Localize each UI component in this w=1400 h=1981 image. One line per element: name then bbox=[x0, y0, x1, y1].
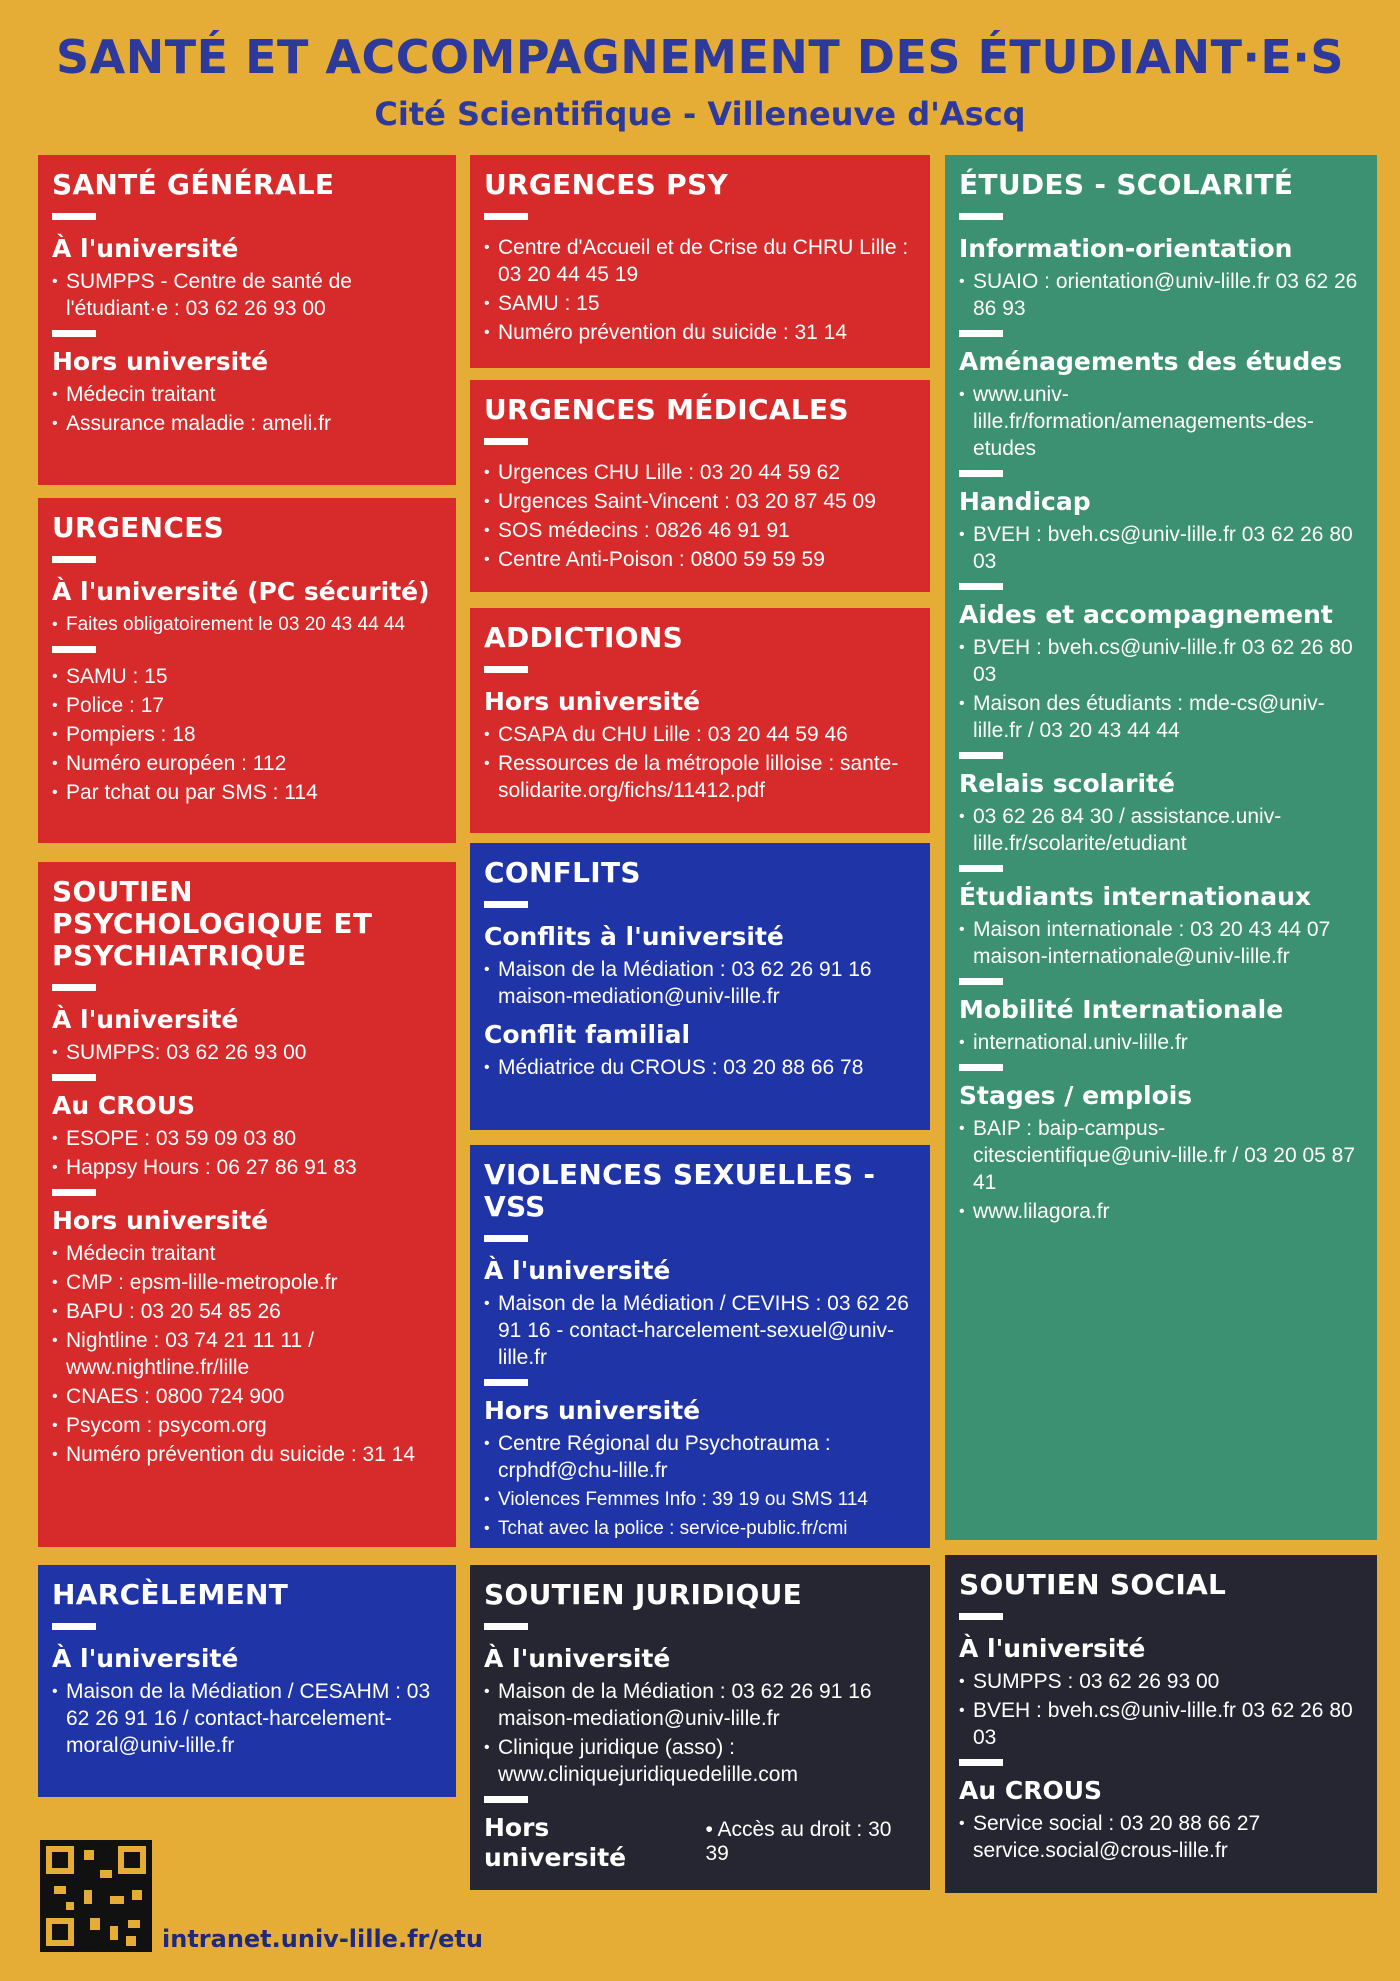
list-item: • SAMU : 15 bbox=[484, 290, 916, 317]
card-title: URGENCES PSY bbox=[484, 168, 728, 201]
card-title: URGENCES bbox=[52, 511, 225, 544]
card-title: SOUTIEN SOCIAL bbox=[959, 1568, 1227, 1601]
list-item: • Centre Anti-Poison : 0800 59 59 59 bbox=[484, 546, 916, 573]
divider bbox=[959, 1064, 1003, 1071]
list-item: • Urgences CHU Lille : 03 20 44 59 62 bbox=[484, 459, 916, 486]
list-item: • Maison des étudiants : mde-cs@univ-lille.fr / 03 20 43 44 44 bbox=[959, 690, 1363, 744]
divider bbox=[52, 646, 96, 653]
list-item: • Par tchat ou par SMS : 114 bbox=[52, 779, 442, 806]
list-item: • 03 62 26 84 30 / assistance.univ-lille.fr/scolarite/etudiant bbox=[959, 803, 1363, 857]
divider bbox=[484, 666, 528, 673]
list bbox=[52, 268, 442, 322]
list bbox=[484, 1290, 916, 1371]
divider bbox=[52, 556, 96, 563]
list-item: • SUAIO : orientation@univ-lille.fr 03 62 26 86 93 bbox=[959, 268, 1363, 322]
list-item: • Maison de la Médiation : 03 62 26 91 16 maison-mediation@univ-lille.fr bbox=[484, 956, 916, 1010]
card-addictions bbox=[470, 608, 930, 833]
list-item: • Clinique juridique (asso) : www.cliniquejuridiquedelille.com bbox=[484, 1734, 916, 1788]
list-item: • BAPU : 03 20 54 85 26 bbox=[52, 1298, 442, 1325]
list bbox=[484, 721, 916, 804]
card-etudes-scolarite bbox=[945, 155, 1377, 1540]
section-heading: À l'université bbox=[52, 1005, 239, 1034]
list-item: • Pompiers : 18 bbox=[52, 721, 442, 748]
section-heading: À l'université (PC sécurité) bbox=[52, 577, 430, 606]
list-item: • SUMPPS - Centre de santé de l'étudiant·e : 03 62 26 93 00 bbox=[52, 268, 442, 322]
divider bbox=[484, 1623, 528, 1630]
list bbox=[959, 634, 1363, 744]
section-heading: Hors université bbox=[52, 1206, 269, 1235]
list bbox=[484, 956, 916, 1010]
list bbox=[484, 1430, 916, 1542]
section-heading: À l'université bbox=[484, 1644, 671, 1673]
divider bbox=[959, 470, 1003, 477]
divider bbox=[484, 1379, 528, 1386]
list bbox=[52, 1240, 442, 1468]
list-item: • www.lilagora.fr bbox=[959, 1198, 1363, 1225]
card-title: SANTÉ GÉNÉRALE bbox=[52, 168, 335, 201]
card-harcelement bbox=[38, 1565, 456, 1797]
card-soutien-juridique bbox=[470, 1565, 930, 1890]
list-item: • Maison de la Médiation : 03 62 26 91 16 maison-mediation@univ-lille.fr bbox=[484, 1678, 916, 1732]
list bbox=[484, 234, 916, 346]
divider bbox=[52, 330, 96, 337]
list bbox=[959, 803, 1363, 857]
card-title: VIOLENCES SEXUELLES - VSS bbox=[484, 1158, 876, 1223]
divider bbox=[959, 865, 1003, 872]
section-heading: Hors université bbox=[484, 1813, 627, 1872]
list-item: • ESOPE : 03 59 09 03 80 bbox=[52, 1125, 442, 1152]
divider bbox=[959, 978, 1003, 985]
list bbox=[959, 268, 1363, 322]
list bbox=[52, 611, 442, 638]
list bbox=[959, 381, 1363, 462]
divider bbox=[52, 1623, 96, 1630]
list-item: • BVEH : bveh.cs@univ-lille.fr 03 62 26 80 03 bbox=[959, 521, 1363, 575]
divider bbox=[52, 984, 96, 991]
list-item: • Centre Régional du Psychotrauma : crphdf@chu-lille.fr bbox=[484, 1430, 916, 1484]
list-item: • Nightline : 03 74 21 11 11 / www.nightline.fr/lille bbox=[52, 1327, 442, 1381]
list-item: • Happsy Hours : 06 27 86 91 83 bbox=[52, 1154, 442, 1181]
card-soutien-psychologique bbox=[38, 862, 456, 1547]
section-heading: Au CROUS bbox=[959, 1776, 1103, 1805]
list bbox=[484, 459, 916, 573]
list-item: • www.univ-lille.fr/formation/amenagements-des-etudes bbox=[959, 381, 1363, 462]
list-item: • Ressources de la métropole lilloise : sante-solidarite.org/fichs/11412.pdf bbox=[484, 750, 916, 804]
card-title: URGENCES MÉDICALES bbox=[484, 393, 849, 426]
section-text: • Accès au droit : 30 39 bbox=[705, 1818, 892, 1865]
list bbox=[52, 1125, 442, 1181]
section-heading: Étudiants internationaux bbox=[959, 882, 1312, 911]
section-heading: Hors université bbox=[484, 1396, 701, 1425]
list-item: • Numéro européen : 112 bbox=[52, 750, 442, 777]
list bbox=[959, 916, 1363, 970]
card-title: ÉTUDES - SCOLARITÉ bbox=[959, 168, 1294, 201]
list-item: • BVEH : bveh.cs@univ-lille.fr 03 62 26 80 03 bbox=[959, 634, 1363, 688]
divider bbox=[959, 1613, 1003, 1620]
list bbox=[52, 1039, 442, 1066]
list bbox=[959, 1115, 1363, 1225]
card-soutien-social bbox=[945, 1555, 1377, 1893]
list-item: • CNAES : 0800 724 900 bbox=[52, 1383, 442, 1410]
list-item: • Maison de la Médiation / CEVIHS : 03 62 26 91 16 - contact-harcelement-sexuel@univ-lille.fr bbox=[484, 1290, 916, 1371]
section-heading: Mobilité Internationale bbox=[959, 995, 1284, 1024]
divider bbox=[484, 1796, 528, 1803]
list-item: • SUMPPS : 03 62 26 93 00 bbox=[959, 1668, 1363, 1695]
list-item: • Médiatrice du CROUS : 03 20 88 66 78 bbox=[484, 1054, 916, 1081]
card-urgences-psy bbox=[470, 155, 930, 368]
list bbox=[959, 521, 1363, 575]
list-item: • Centre d'Accueil et de Crise du CHRU Lille : 03 20 44 45 19 bbox=[484, 234, 916, 288]
list-item: • Maison de la Médiation / CESAHM : 03 62 26 91 16 / contact-harcelement-moral@univ-lille.fr bbox=[52, 1678, 442, 1759]
list bbox=[484, 1678, 916, 1788]
card-title: CONFLITS bbox=[484, 856, 641, 889]
divider bbox=[484, 438, 528, 445]
card-violences-sexuelles bbox=[470, 1145, 930, 1548]
section-heading: Relais scolarité bbox=[959, 769, 1175, 798]
list bbox=[484, 1054, 916, 1081]
card-title: SOUTIEN JURIDIQUE bbox=[484, 1578, 803, 1611]
list-item: • CSAPA du CHU Lille : 03 20 44 59 46 bbox=[484, 721, 916, 748]
list-item: • international.univ-lille.fr bbox=[959, 1029, 1363, 1056]
list-item: • SAMU : 15 bbox=[52, 663, 442, 690]
list-item: • Violences Femmes Info : 39 19 ou SMS 114 bbox=[484, 1486, 916, 1513]
list bbox=[52, 1678, 442, 1759]
list-item: • Service social : 03 20 88 66 27 service.social@crous-lille.fr bbox=[959, 1810, 1363, 1864]
section-heading: Information-orientation bbox=[959, 234, 1293, 263]
list-item: • Numéro prévention du suicide : 31 14 bbox=[52, 1441, 442, 1468]
section-heading: Conflits à l'université bbox=[484, 922, 784, 951]
divider bbox=[959, 213, 1003, 220]
card-title: ADDICTIONS bbox=[484, 621, 684, 654]
page-title: SANTÉ ET ACCOMPAGNEMENT DES ÉTUDIANT·E·S bbox=[56, 30, 1344, 84]
qr-code-icon[interactable] bbox=[40, 1840, 152, 1952]
list bbox=[959, 1668, 1363, 1751]
list-item: • CMP : epsm-lille-metropole.fr bbox=[52, 1269, 442, 1296]
list bbox=[959, 1810, 1363, 1864]
divider bbox=[52, 1074, 96, 1081]
page-subtitle: Cité Scientifique - Villeneuve d'Ascq bbox=[374, 95, 1026, 133]
section-heading: Hors université bbox=[484, 687, 701, 716]
inline-section bbox=[484, 1813, 916, 1873]
card-title: HARCÈLEMENT bbox=[52, 1578, 289, 1611]
list-item: • Faites obligatoirement le 03 20 43 44 44 bbox=[52, 611, 442, 638]
list-item: • Numéro prévention du suicide : 31 14 bbox=[484, 319, 916, 346]
list bbox=[959, 1029, 1363, 1056]
divider bbox=[52, 1189, 96, 1196]
list-item: • Maison internationale : 03 20 43 44 07 maison-internationale@univ-lille.fr bbox=[959, 916, 1363, 970]
card-urgences-medicales bbox=[470, 380, 930, 592]
list-item: • BVEH : bveh.cs@univ-lille.fr 03 62 26 80 03 bbox=[959, 1697, 1363, 1751]
divider bbox=[484, 213, 528, 220]
section-heading: Aides et accompagnement bbox=[959, 600, 1333, 629]
list bbox=[52, 663, 442, 806]
section-heading: Stages / emplois bbox=[959, 1081, 1193, 1110]
card-sante-generale bbox=[38, 155, 456, 485]
divider bbox=[959, 752, 1003, 759]
list-item: • Urgences Saint-Vincent : 03 20 87 45 09 bbox=[484, 488, 916, 515]
list-item: • Médecin traitant bbox=[52, 1240, 442, 1267]
section-heading: Aménagements des études bbox=[959, 347, 1343, 376]
section-heading: À l'université bbox=[52, 1644, 239, 1673]
list-item: • Médecin traitant bbox=[52, 381, 442, 408]
section-heading: À l'université bbox=[52, 234, 239, 263]
section-heading: À l'université bbox=[484, 1256, 671, 1285]
divider bbox=[959, 583, 1003, 590]
list-item: • Tchat avec la police : service-public.fr/cmi bbox=[484, 1515, 916, 1542]
card-conflits bbox=[470, 843, 930, 1130]
divider bbox=[52, 213, 96, 220]
list-item: • SUMPPS: 03 62 26 93 00 bbox=[52, 1039, 442, 1066]
list bbox=[52, 381, 442, 437]
section-heading: Conflit familial bbox=[484, 1020, 691, 1049]
section-heading: À l'université bbox=[959, 1634, 1146, 1663]
section-heading: Hors université bbox=[52, 347, 269, 376]
divider bbox=[484, 901, 528, 908]
footer-url-link[interactable]: intranet.univ-lille.fr/etu bbox=[162, 1925, 483, 1953]
section-heading: Au CROUS bbox=[52, 1091, 196, 1120]
list-item: • Police : 17 bbox=[52, 692, 442, 719]
divider bbox=[484, 1235, 528, 1242]
card-urgences bbox=[38, 498, 456, 843]
list-item: • BAIP : baip-campus-citescientifique@univ-lille.fr / 03 20 05 87 41 bbox=[959, 1115, 1363, 1196]
divider bbox=[959, 330, 1003, 337]
card-title: SOUTIEN PSYCHOLOGIQUE ET PSYCHIATRIQUE bbox=[52, 875, 373, 972]
list-item: • SOS médecins : 0826 46 91 91 bbox=[484, 517, 916, 544]
list-item: • Assurance maladie : ameli.fr bbox=[52, 410, 442, 437]
list-item: • Psycom : psycom.org bbox=[52, 1412, 442, 1439]
section-heading: Handicap bbox=[959, 487, 1091, 516]
divider bbox=[959, 1759, 1003, 1766]
